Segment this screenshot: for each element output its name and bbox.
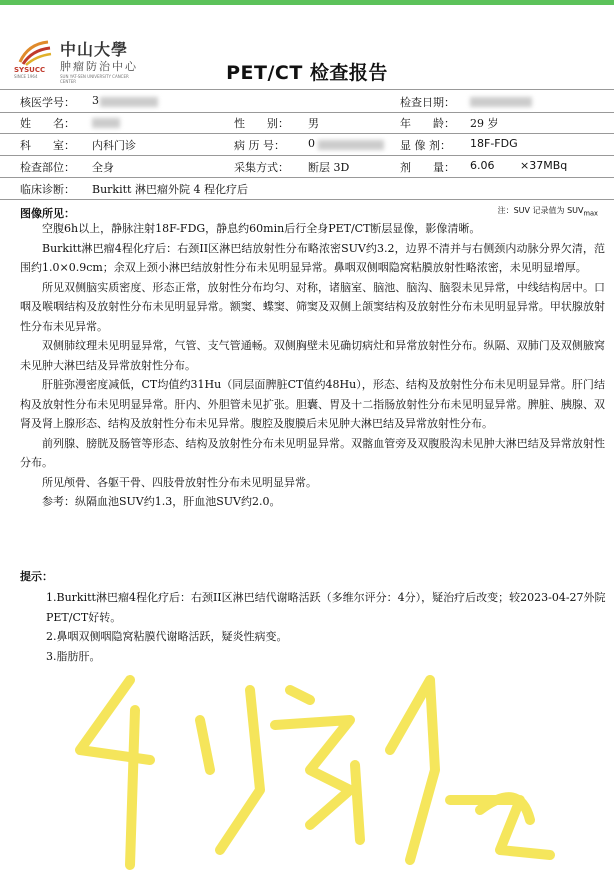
age-label: 年 龄： (400, 117, 455, 130)
suv-note (498, 205, 598, 218)
hand-stroke (130, 710, 135, 865)
redacted-record (318, 140, 384, 150)
hand-stroke (220, 690, 260, 850)
handwritten-annotation (60, 650, 600, 880)
suv-note-sub: max (583, 209, 598, 218)
diagnosis-label: 临床诊断： (20, 183, 75, 196)
logo-since: SINCE 1964 (14, 74, 38, 79)
part-value: 全身 (92, 161, 114, 174)
header-row-2 (0, 111, 614, 134)
logo-university-name: 中山大學 (60, 40, 129, 59)
hand-stroke (390, 680, 550, 860)
logo-english-name: SUN YAT-SEN UNIVERSITY CANCER CENTER (60, 74, 129, 84)
header-row-5 (0, 177, 614, 200)
tip-item: 3.脂肪肝。 (46, 649, 101, 663)
nuc-id-value: 3 (92, 94, 99, 107)
findings-paragraph: 参考：纵隔血池SUV约1.3，肝血池SUV约2.0。 (42, 495, 281, 508)
findings-paragraph: 所见颅骨、各躯干骨、四肢骨放射性分布未见明显异常。 (42, 475, 317, 489)
dose-value: 6.06 (470, 159, 495, 172)
findings-paragraph: Burkitt淋巴瘤4程化疗后：右颈II区淋巴结放射性分布略浓密SUV约3.2，边界不清并与右侧颈内动脉分界欠清，范围约1.0×0.9cm；余双上颈小淋巴结放射性分布未见明显异常。鼻咽双侧咽隐窝粘膜放射性略浓密，未见明显增厚。 (20, 241, 605, 274)
tips-heading: 提示： (20, 570, 53, 583)
nuc-id-label: 核医学号： (20, 96, 75, 109)
findings-paragraph: 所见双侧脑实质密度、形态正常，放射性分布均匀、对称，诸脑室、脑池、脑沟、脑裂未见异常，中线结构居中。口咽及喉咽结构及放射性分布未见明显异常。额窦、蝶窦、筛窦及双侧上颌窦结构及放射性分布未见明显异常。甲状腺放射性分布未见异常。 (20, 280, 605, 333)
header-row-1 (0, 89, 614, 113)
mode-label: 采集方式： (234, 161, 289, 174)
dose-label: 剂 量： (400, 161, 455, 174)
name-label: 姓 名： (20, 117, 75, 130)
findings-paragraph: 双侧肺纹理未见明显异常，气管、支气管通畅。双侧胸壁未见确切病灶和异常放射性分布。纵隔、双肺门及双侧腋窝未见肿大淋巴结及异常放射性分布。 (20, 339, 605, 372)
suv-note-text: 注：SUV 记录值为 SUV (497, 206, 584, 215)
findings-heading: 图像所见： (20, 207, 75, 220)
tracer-value: 18F-FDG (470, 137, 518, 150)
gender-label: 性 别： (234, 117, 289, 130)
redacted-name (92, 118, 120, 128)
diagnosis-value: Burkitt 淋巴瘤外院 4 程化疗后 (92, 183, 248, 196)
hand-stroke (275, 690, 360, 840)
exam-date-label: 检查日期： (400, 96, 455, 109)
gender-value: 男 (308, 117, 319, 130)
findings-body (20, 219, 605, 512)
tracer-label: 显 像 剂： (400, 139, 451, 152)
top-accent-bar (0, 0, 614, 5)
record-label: 病 历 号： (234, 139, 285, 152)
tip-item: 1.Burkitt淋巴瘤4程化疗后：右颈II区淋巴结代谢略活跃（多维尔评分：4分），疑治疗后改变；较2023-04-27外院PET/CT好转。 (46, 591, 606, 624)
header-row-4 (0, 155, 614, 178)
age-value: 29 岁 (470, 117, 499, 130)
findings-paragraph: 肝脏弥漫密度减低，CT均值约31Hu（同层面脾脏CT值约48Hu），形态、结构及放射性分布未见明显异常。肝门结构及放射性分布未见明显异常。肝内、外胆管未见扩张。胆囊、胃及十二指肠放射性分布未见明显异常。脾脏、胰腺、双肾及肾上腺形态、结构及放射性分布未见异常。腹腔及腹膜后未见肿大淋巴结及异常放射性分布。 (20, 378, 605, 430)
part-label: 检查部位： (20, 161, 75, 174)
hand-stroke (200, 720, 210, 770)
dept-label: 科 室： (20, 139, 75, 152)
dept-value: 内科门诊 (92, 139, 136, 152)
logo-abbr: SYSUCC (14, 66, 46, 74)
mode-value: 断层 3D (308, 161, 350, 174)
redacted-nuc-id (100, 97, 158, 107)
redacted-exam-date (470, 97, 532, 107)
tip-item: 2.鼻咽双侧咽隐窝粘膜代谢略活跃，疑炎性病变。 (46, 630, 288, 643)
report-title: PET/CT 检查报告 (226, 62, 388, 84)
dose-unit: ×37MBq (520, 159, 568, 172)
logo-center-name: 肿瘤防治中心 (60, 60, 138, 73)
findings-paragraph: 前列腺、膀胱及肠管等形态、结构及放射性分布未见明显异常。双髂血管旁及双腹股沟未见肿大淋巴结及异常放射性分布。 (20, 436, 605, 469)
findings-paragraph: 空腹6h以上，静脉注射18F-FDG，静息约60min后行全身PET/CT断层显像，影像清晰。 (42, 222, 481, 235)
record-value: 0 (308, 137, 315, 150)
header-row-3 (0, 133, 614, 156)
